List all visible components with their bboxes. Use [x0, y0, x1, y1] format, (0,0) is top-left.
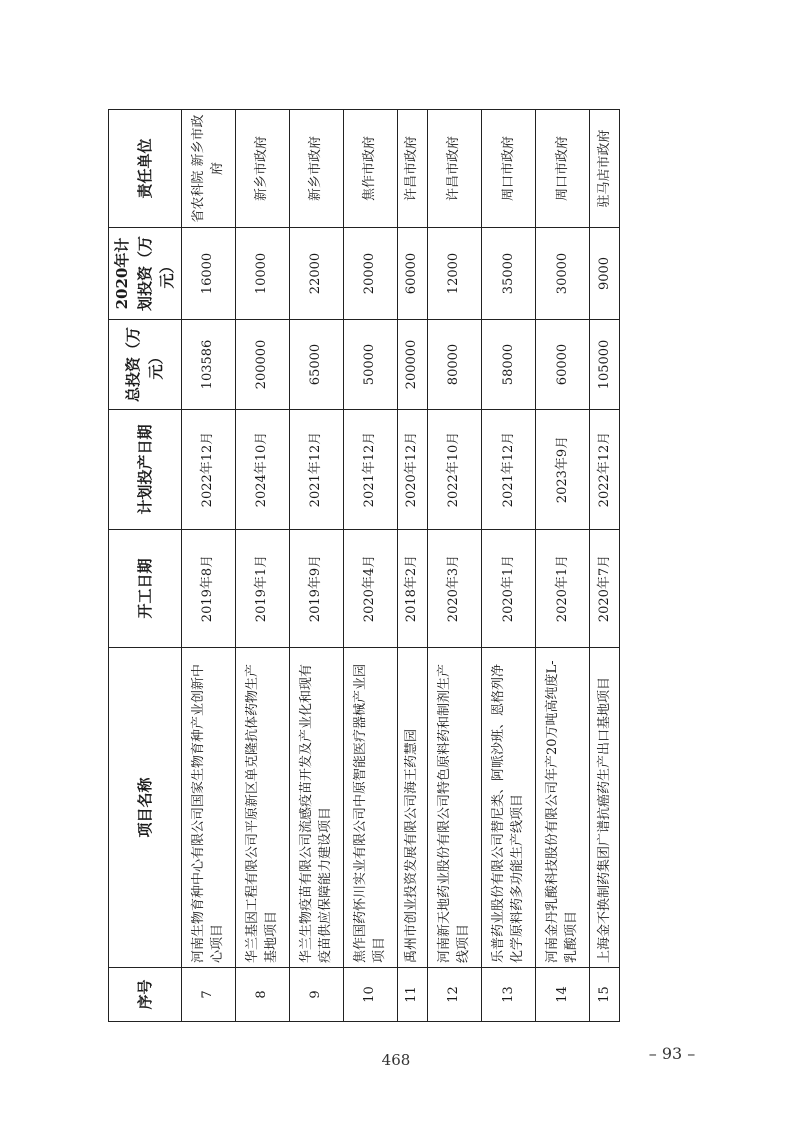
cell-project-name: 乐普药业股份有限公司替尼类、阿哌沙班、恩格列净化学原料药多功能生产线项目: [481, 648, 535, 968]
header-2020-planned-investment: 2020年计划投资（万元）: [109, 228, 182, 320]
cell-planned-production-date: 2021年12月: [481, 410, 535, 530]
cell-index: 8: [235, 968, 289, 1022]
cell-responsible-unit: 新乡市政府: [235, 110, 289, 228]
table-row: [481, 110, 535, 1022]
header-project-name: 项目名称: [109, 648, 182, 968]
cell-responsible-unit: 驻马店市政府: [589, 110, 619, 228]
cell-index: 12: [427, 968, 481, 1022]
cell-index: 14: [535, 968, 589, 1022]
header-responsible-unit: 责任单位: [109, 110, 182, 228]
cell-2020-planned-investment: 30000: [535, 228, 589, 320]
cell-total-investment: 58000: [481, 320, 535, 410]
cell-project-name: 河南生物育种中心有限公司国家生物育种产业创新中心项目: [181, 648, 235, 968]
cell-start-date: 2020年3月: [427, 530, 481, 648]
cell-index: 7: [181, 968, 235, 1022]
cell-start-date: 2018年2月: [397, 530, 427, 648]
table-row: [181, 110, 235, 1022]
table-row: [427, 110, 481, 1022]
cell-index: 11: [397, 968, 427, 1022]
cell-project-name: 焦作国药怀川实业有限公司中原智能医疗器械产业园项目: [343, 648, 397, 968]
cell-planned-production-date: 2020年12月: [397, 410, 427, 530]
header-index: 序号: [109, 968, 182, 1022]
table-row: [343, 110, 397, 1022]
project-table: [108, 109, 620, 1022]
cell-2020-planned-investment: 20000: [343, 228, 397, 320]
table-body: [181, 110, 620, 1022]
table-row: [535, 110, 589, 1022]
cell-project-name: 禹州市创业投资发展有限公司海王药慧园: [397, 648, 427, 968]
cell-total-investment: 65000: [289, 320, 343, 410]
cell-project-name: 华兰基因工程有限公司平原新区单克隆抗体药物生产基地项目: [235, 648, 289, 968]
cell-2020-planned-investment: 9000: [589, 228, 619, 320]
cell-2020-planned-investment: 35000: [481, 228, 535, 320]
cell-total-investment: 103586: [181, 320, 235, 410]
table-row: [235, 110, 289, 1022]
cell-total-investment: 200000: [397, 320, 427, 410]
cell-planned-production-date: 2024年10月: [235, 410, 289, 530]
cell-2020-planned-investment: 10000: [235, 228, 289, 320]
cell-responsible-unit: 许昌市政府: [427, 110, 481, 228]
cell-index: 9: [289, 968, 343, 1022]
cell-total-investment: 105000: [589, 320, 619, 410]
cell-index: 15: [589, 968, 619, 1022]
page-number: 468: [381, 1051, 411, 1069]
cell-planned-production-date: 2022年12月: [589, 410, 619, 530]
cell-start-date: 2020年7月: [589, 530, 619, 648]
cell-planned-production-date: 2023年9月: [535, 410, 589, 530]
cell-project-name: 上海金不换制药集团广谱抗癌药生产出口基地项目: [589, 648, 619, 968]
cell-index: 10: [343, 968, 397, 1022]
cell-planned-production-date: 2021年12月: [343, 410, 397, 530]
cell-responsible-unit: 焦作市政府: [343, 110, 397, 228]
cell-project-name: 河南金丹乳酸科技股份有限公司年产20万吨高纯度L-乳酸项目: [535, 648, 589, 968]
table-row: [397, 110, 427, 1022]
header-start-date: 开工日期: [109, 530, 182, 648]
table-row: [289, 110, 343, 1022]
cell-total-investment: 50000: [343, 320, 397, 410]
table-row: [589, 110, 619, 1022]
cell-total-investment: 60000: [535, 320, 589, 410]
cell-start-date: 2019年1月: [235, 530, 289, 648]
cell-start-date: 2020年1月: [535, 530, 589, 648]
cell-responsible-unit: 新乡市政府: [289, 110, 343, 228]
cell-start-date: 2020年4月: [343, 530, 397, 648]
cell-planned-production-date: 2021年12月: [289, 410, 343, 530]
header-total-investment: 总投资（万元）: [109, 320, 182, 410]
cell-planned-production-date: 2022年12月: [181, 410, 235, 530]
cell-2020-planned-investment: 22000: [289, 228, 343, 320]
cell-project-name: 河南新天地药业股份有限公司特色原料药和制剂生产线项目: [427, 648, 481, 968]
project-table-rotated: [108, 110, 620, 1022]
cell-2020-planned-investment: 16000: [181, 228, 235, 320]
book-page-number: – 93 –: [648, 1044, 696, 1063]
cell-2020-planned-investment: 12000: [427, 228, 481, 320]
cell-total-investment: 200000: [235, 320, 289, 410]
cell-start-date: 2019年8月: [181, 530, 235, 648]
cell-total-investment: 80000: [427, 320, 481, 410]
cell-responsible-unit: 周口市政府: [481, 110, 535, 228]
cell-responsible-unit: 省农科院 新乡市政府: [181, 110, 235, 228]
cell-start-date: 2019年9月: [289, 530, 343, 648]
header-planned-production-date: 计划投产日期: [109, 410, 182, 530]
cell-responsible-unit: 许昌市政府: [397, 110, 427, 228]
cell-2020-planned-investment: 60000: [397, 228, 427, 320]
table-header-row: [109, 110, 182, 1022]
cell-planned-production-date: 2022年10月: [427, 410, 481, 530]
cell-index: 13: [481, 968, 535, 1022]
cell-start-date: 2020年1月: [481, 530, 535, 648]
cell-project-name: 华兰生物疫苗有限公司流感疫苗开发及产业化和现有疫苗供应保障能力建设项目: [289, 648, 343, 968]
cell-responsible-unit: 周口市政府: [535, 110, 589, 228]
